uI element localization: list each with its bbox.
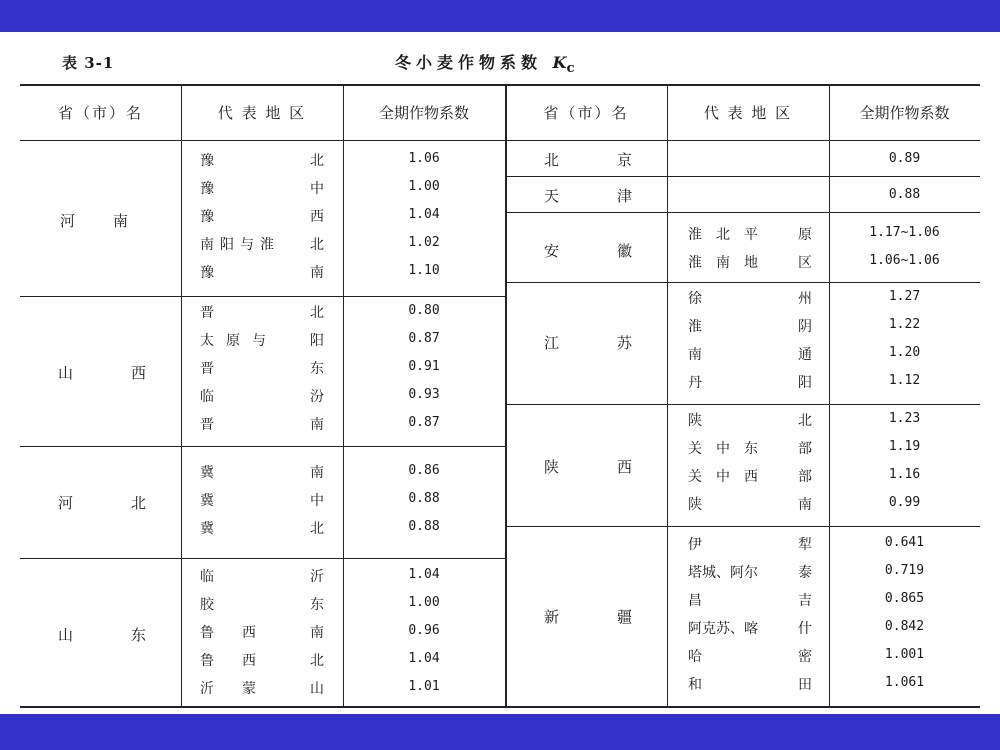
header-region: 代 表 地 区 bbox=[703, 104, 793, 122]
coefficient-value: 1.27 bbox=[888, 289, 921, 304]
col-divider bbox=[181, 84, 182, 706]
region-cell bbox=[200, 150, 324, 170]
region-direction: 区 bbox=[798, 255, 812, 271]
region-name: 丹 bbox=[688, 375, 702, 391]
province-henan: 河南 bbox=[60, 212, 167, 230]
coefficient-value: 1.22 bbox=[888, 317, 921, 332]
region-cell bbox=[200, 358, 324, 378]
region-cell bbox=[200, 206, 324, 226]
region-direction: 汾 bbox=[310, 389, 324, 405]
coefficient-value: 1.001 bbox=[884, 647, 925, 662]
coefficient-value: 0.87 bbox=[408, 415, 440, 430]
region-cell bbox=[688, 252, 812, 272]
group-separator bbox=[20, 446, 505, 447]
region-name: 和 bbox=[688, 677, 702, 693]
region-name: 冀 bbox=[200, 465, 214, 481]
coefficient-value: 1.06~1.06 bbox=[869, 253, 940, 268]
region-name: 淮北平 bbox=[688, 227, 772, 243]
region-name: 晋 bbox=[200, 417, 214, 433]
coefficient-value: 0.93 bbox=[408, 387, 440, 402]
region-direction: 东 bbox=[310, 597, 324, 613]
province-shandong: 山东 bbox=[58, 626, 205, 644]
province-shanxi: 山西 bbox=[58, 364, 205, 382]
region-cell bbox=[688, 562, 812, 582]
region-direction: 州 bbox=[798, 291, 812, 307]
header-coefficient: 全期作物系数 bbox=[378, 104, 469, 122]
col-divider bbox=[829, 84, 830, 706]
region-direction: 中 bbox=[310, 493, 324, 509]
region-cell bbox=[688, 494, 812, 514]
coefficient-value: 1.04 bbox=[408, 207, 440, 222]
region-name: 豫 bbox=[200, 265, 214, 281]
region-cell bbox=[688, 288, 812, 308]
region-cell bbox=[200, 594, 324, 614]
coefficient-value: 0.86 bbox=[408, 463, 440, 478]
header-bottom-rule bbox=[20, 140, 980, 141]
coefficient-value: 0.87 bbox=[408, 331, 440, 346]
coefficient-value: 0.91 bbox=[408, 359, 440, 374]
province-shaanxi: 陕西 bbox=[544, 458, 691, 476]
region-cell bbox=[200, 414, 324, 434]
region-direction: 南 bbox=[798, 497, 812, 513]
group-separator bbox=[20, 558, 505, 559]
region-name: 阿克苏、喀 bbox=[688, 621, 758, 637]
region-direction: 山 bbox=[310, 681, 324, 697]
region-direction: 阳 bbox=[310, 333, 324, 349]
region-cell bbox=[688, 590, 812, 610]
region-direction: 北 bbox=[310, 653, 324, 669]
region-cell bbox=[200, 462, 324, 482]
bottom-blue-band bbox=[0, 714, 1000, 750]
region-direction: 部 bbox=[798, 469, 812, 485]
region-cell bbox=[200, 566, 324, 586]
region-direction: 泰 bbox=[798, 565, 812, 581]
coefficient-value: 1.23 bbox=[888, 411, 921, 426]
coefficient-value: 0.719 bbox=[884, 563, 925, 578]
coefficient-value: 1.061 bbox=[884, 675, 925, 690]
region-name: 豫 bbox=[200, 153, 214, 169]
region-direction: 阴 bbox=[798, 319, 812, 335]
region-cell bbox=[688, 438, 812, 458]
coefficient-value: 1.17~1.06 bbox=[869, 225, 940, 240]
region-name: 晋 bbox=[200, 305, 214, 321]
group-separator bbox=[505, 176, 980, 177]
coefficient-value: 0.865 bbox=[884, 591, 925, 606]
table-center-divider bbox=[505, 84, 507, 706]
coefficient-value: 1.20 bbox=[888, 345, 921, 360]
coefficient-value: 1.12 bbox=[888, 373, 921, 388]
region-name: 豫 bbox=[200, 181, 214, 197]
region-name: 临 bbox=[200, 389, 214, 405]
table-title-text: 冬小麦作物系数 bbox=[395, 53, 543, 72]
province-tianjin: 天津 bbox=[544, 187, 691, 205]
region-cell bbox=[200, 518, 324, 538]
top-blue-band bbox=[0, 0, 1000, 32]
region-cell bbox=[688, 618, 812, 638]
province-beijing: 北京 bbox=[544, 151, 691, 169]
region-direction: 南 bbox=[310, 465, 324, 481]
table-top-rule bbox=[20, 84, 980, 86]
region-direction: 北 bbox=[798, 413, 812, 429]
region-name: 哈 bbox=[688, 649, 702, 665]
coefficient-value: 1.06 bbox=[408, 151, 440, 166]
region-cell bbox=[200, 262, 324, 282]
region-cell bbox=[200, 622, 324, 642]
region-cell bbox=[688, 646, 812, 666]
group-separator bbox=[505, 212, 980, 213]
table-number: 表 3-1 bbox=[62, 54, 115, 72]
province-anhui: 安徽 bbox=[544, 242, 691, 260]
header-region: 代 表 地 区 bbox=[217, 104, 307, 122]
region-cell bbox=[688, 674, 812, 694]
region-direction: 南 bbox=[310, 265, 324, 281]
region-name: 陕 bbox=[688, 497, 702, 513]
region-cell bbox=[200, 234, 324, 254]
region-direction: 北 bbox=[310, 305, 324, 321]
coefficient-value: 1.10 bbox=[408, 263, 440, 278]
region-name: 淮南地 bbox=[688, 255, 772, 271]
region-name: 南 bbox=[688, 347, 702, 363]
region-cell bbox=[200, 678, 324, 698]
region-cell bbox=[200, 490, 324, 510]
header-province: 省（市）名 bbox=[543, 104, 629, 122]
coefficient-value: 0.88 bbox=[888, 187, 921, 202]
region-direction: 东 bbox=[310, 361, 324, 377]
coefficient-value: 0.99 bbox=[888, 495, 921, 510]
region-name: 淮 bbox=[688, 319, 702, 335]
group-separator bbox=[505, 404, 980, 405]
region-cell bbox=[688, 224, 812, 244]
header-province: 省（市）名 bbox=[57, 104, 143, 122]
coefficient-value: 0.88 bbox=[408, 519, 440, 534]
region-direction: 吉 bbox=[798, 593, 812, 609]
region-name: 冀 bbox=[200, 521, 214, 537]
region-direction: 中 bbox=[310, 181, 324, 197]
region-cell bbox=[200, 650, 324, 670]
region-name: 昌 bbox=[688, 593, 702, 609]
region-cell bbox=[200, 386, 324, 406]
region-direction: 南 bbox=[310, 625, 324, 641]
coefficient-value: 1.02 bbox=[408, 235, 440, 250]
region-name: 胶 bbox=[200, 597, 214, 613]
region-cell bbox=[200, 330, 324, 350]
region-name: 晋 bbox=[200, 361, 214, 377]
region-name: 关中东 bbox=[688, 441, 772, 457]
region-name: 关中西 bbox=[688, 469, 772, 485]
region-name: 鲁西 bbox=[200, 625, 284, 641]
region-cell bbox=[688, 410, 812, 430]
table-title-symbol: K bbox=[552, 53, 567, 72]
region-cell bbox=[200, 178, 324, 198]
coefficient-value: 1.00 bbox=[408, 595, 440, 610]
region-cell bbox=[688, 372, 812, 392]
coefficient-value: 0.88 bbox=[408, 491, 440, 506]
region-name: 豫 bbox=[200, 209, 214, 225]
region-name: 陕 bbox=[688, 413, 702, 429]
group-separator bbox=[20, 296, 505, 297]
coefficient-value: 1.16 bbox=[888, 467, 921, 482]
coefficient-value: 1.19 bbox=[888, 439, 921, 454]
province-xinjiang: 新疆 bbox=[544, 608, 691, 626]
header-coefficient: 全期作物系数 bbox=[859, 104, 950, 122]
region-cell bbox=[688, 316, 812, 336]
region-direction: 密 bbox=[798, 649, 812, 665]
region-name: 塔城、阿尔 bbox=[688, 565, 758, 581]
coefficient-value: 0.641 bbox=[884, 535, 925, 550]
region-direction: 南 bbox=[310, 417, 324, 433]
coefficient-value: 0.89 bbox=[888, 151, 921, 166]
region-direction: 北 bbox=[310, 237, 324, 253]
table-title: 冬小麦作物系数 $K_c$ bbox=[395, 53, 580, 77]
region-direction: 北 bbox=[310, 521, 324, 537]
region-name: 沂蒙 bbox=[200, 681, 284, 697]
region-name: 鲁西 bbox=[200, 653, 284, 669]
table-bottom-rule bbox=[20, 706, 980, 708]
region-cell bbox=[688, 344, 812, 364]
region-direction: 西 bbox=[310, 209, 324, 225]
region-cell bbox=[688, 466, 812, 486]
region-name: 南阳与淮 bbox=[200, 237, 280, 253]
region-name: 冀 bbox=[200, 493, 214, 509]
province-hebei: 河北 bbox=[58, 494, 205, 512]
region-cell bbox=[200, 302, 324, 322]
coefficient-value: 1.00 bbox=[408, 179, 440, 194]
region-direction: 原 bbox=[798, 227, 812, 243]
group-separator bbox=[505, 282, 980, 283]
coefficient-value: 1.01 bbox=[408, 679, 440, 694]
coefficient-value: 1.04 bbox=[408, 567, 440, 582]
region-direction: 田 bbox=[798, 677, 812, 693]
region-name: 伊 bbox=[688, 537, 702, 553]
region-direction: 沂 bbox=[310, 569, 324, 585]
region-direction: 阳 bbox=[798, 375, 812, 391]
region-direction: 什 bbox=[798, 621, 812, 637]
coefficient-value: 0.842 bbox=[884, 619, 925, 634]
region-direction: 通 bbox=[798, 347, 812, 363]
province-jiangsu: 江苏 bbox=[544, 334, 691, 352]
region-name: 太原与 bbox=[200, 333, 278, 349]
region-name: 临 bbox=[200, 569, 214, 585]
region-direction: 北 bbox=[310, 153, 324, 169]
region-name: 徐 bbox=[688, 291, 702, 307]
group-separator bbox=[505, 526, 980, 527]
region-cell bbox=[688, 534, 812, 554]
coefficient-value: 1.04 bbox=[408, 651, 440, 666]
region-direction: 部 bbox=[798, 441, 812, 457]
coefficient-value: 0.80 bbox=[408, 303, 440, 318]
region-direction: 犁 bbox=[798, 537, 812, 553]
coefficient-value: 0.96 bbox=[408, 623, 440, 638]
